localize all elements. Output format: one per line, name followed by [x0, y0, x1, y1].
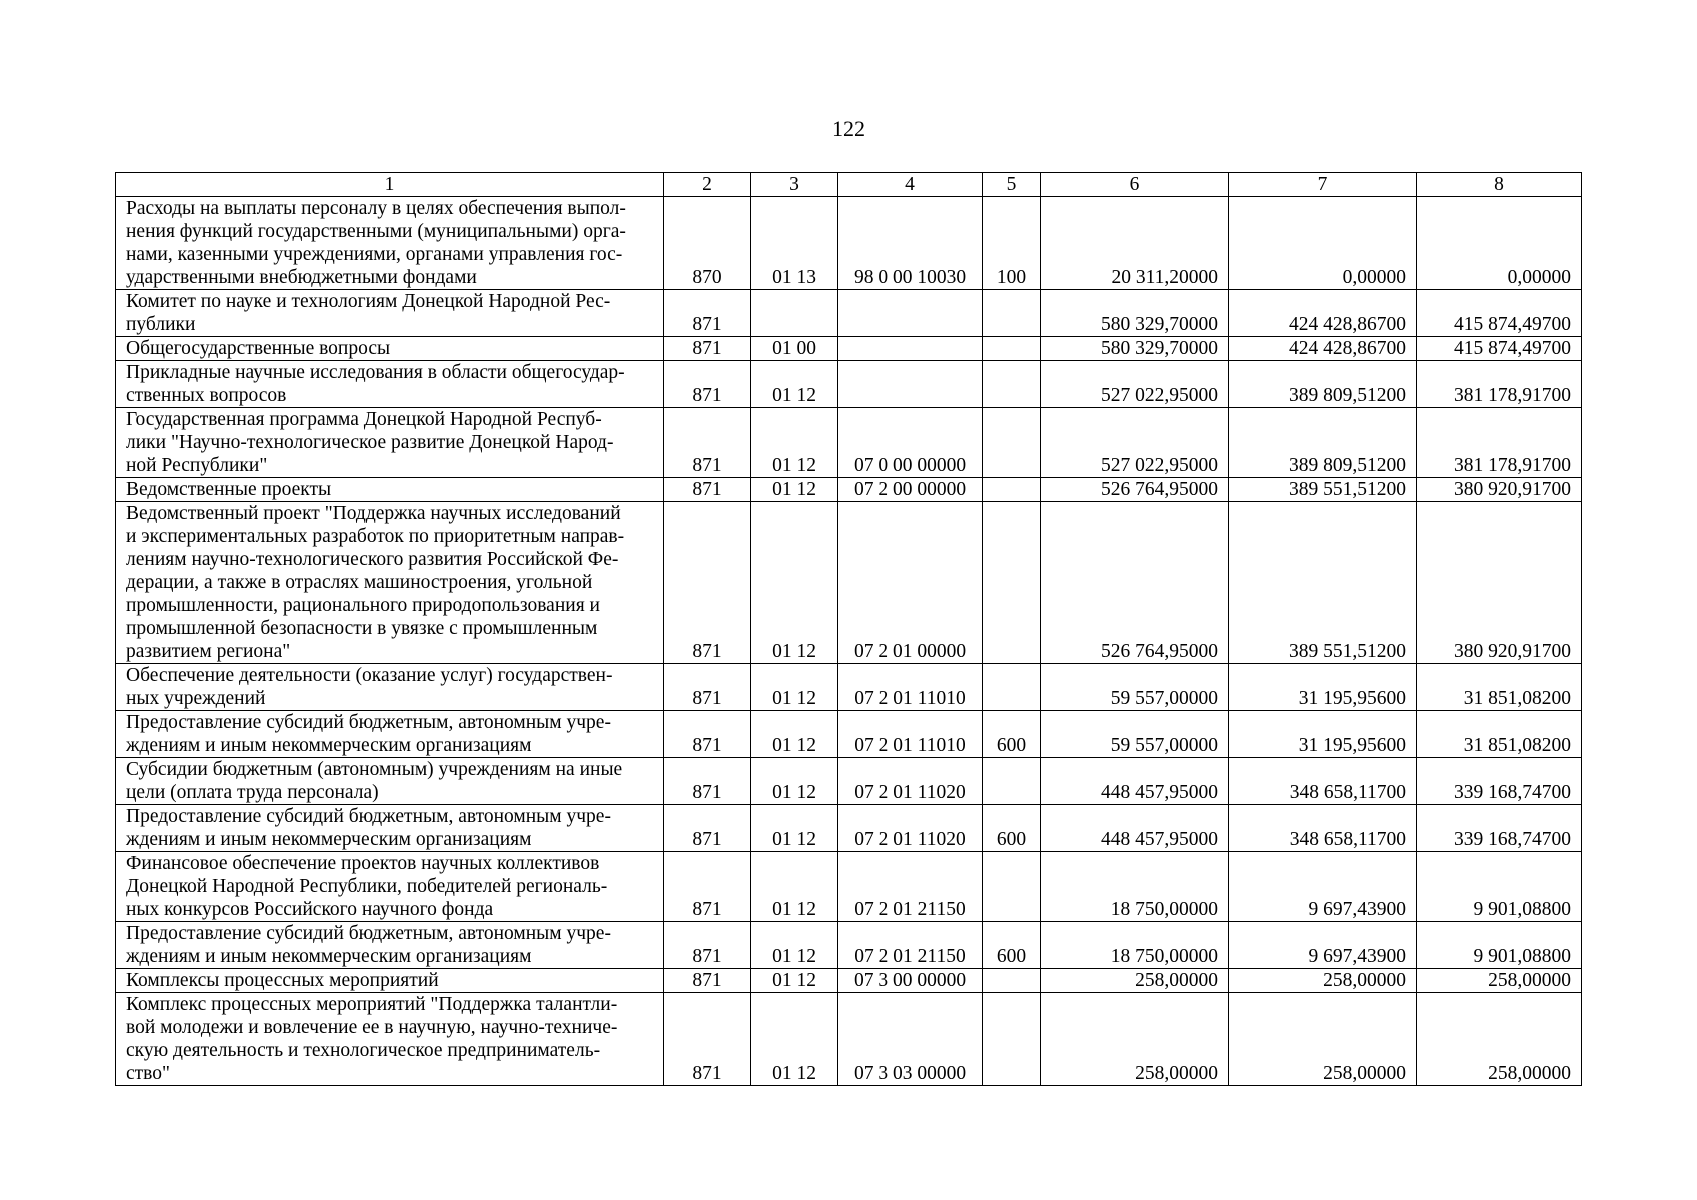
table-row: [116, 664, 1582, 711]
cell-amount-6: 258,00000: [1041, 993, 1229, 1086]
table-row: [116, 290, 1582, 337]
table-row: [116, 852, 1582, 922]
cell-amount-7: 389 551,51200: [1229, 502, 1417, 664]
cell-item-name: [116, 408, 664, 478]
cell-amount-7: 258,00000: [1229, 993, 1417, 1086]
item-name-line: ственных вопросов: [126, 385, 287, 406]
cell-ministry-code: 871: [664, 969, 751, 993]
cell-amount-6: 258,00000: [1041, 969, 1229, 993]
cell-amount-8: 381 178,91700: [1417, 361, 1582, 408]
cell-expense-type: [983, 290, 1041, 337]
item-name-line: Обеспечение деятельности (оказание услуг) государствен-: [126, 665, 613, 686]
item-name-line: ждениям и иным некоммерческим организациям: [126, 946, 532, 967]
item-name-line: дерации, а также в отраслях машиностроения, угольной: [126, 572, 593, 593]
item-name-line: Субсидии бюджетным (автономным) учреждениям на иные: [126, 759, 623, 780]
cell-ministry-code: 871: [664, 408, 751, 478]
table-row: [116, 502, 1582, 664]
cell-target-article: 07 2 01 11010: [838, 664, 983, 711]
cell-amount-8: 415 874,49700: [1417, 290, 1582, 337]
table-row: [116, 993, 1582, 1086]
cell-item-name: [116, 969, 664, 993]
cell-section-code: 01 13: [751, 197, 838, 290]
item-name-line: Комплексы процессных мероприятий: [126, 970, 439, 991]
cell-amount-8: 381 178,91700: [1417, 408, 1582, 478]
cell-amount-7: 0,00000: [1229, 197, 1417, 290]
header-cell-7: 7: [1229, 173, 1417, 197]
cell-target-article: 98 0 00 10030: [838, 197, 983, 290]
item-name-line: скую деятельность и технологическое предприниматель-: [126, 1040, 601, 1061]
cell-amount-6: 18 750,00000: [1041, 922, 1229, 969]
header-cell-1: 1: [116, 173, 664, 197]
item-name-line: Общегосударственные вопросы: [126, 338, 391, 359]
item-name-line: Финансовое обеспечение проектов научных коллективов: [126, 853, 600, 874]
cell-ministry-code: 871: [664, 922, 751, 969]
cell-amount-7: 9 697,43900: [1229, 852, 1417, 922]
header-cell-3: 3: [751, 173, 838, 197]
cell-amount-8: 415 874,49700: [1417, 337, 1582, 361]
cell-target-article: 07 2 01 00000: [838, 502, 983, 664]
cell-target-article: [838, 290, 983, 337]
item-name-line: нами, казенными учреждениями, органами управления гос-: [126, 244, 623, 265]
cell-amount-6: 20 311,20000: [1041, 197, 1229, 290]
cell-section-code: 01 12: [751, 478, 838, 502]
item-name-line: Комплекс процессных мероприятий "Поддержка талантли-: [126, 994, 618, 1015]
item-name-line: Предоставление субсидий бюджетным, автономным учре-: [126, 806, 611, 827]
cell-section-code: 01 12: [751, 758, 838, 805]
cell-amount-7: 424 428,86700: [1229, 337, 1417, 361]
cell-section-code: 01 12: [751, 922, 838, 969]
cell-expense-type: [983, 852, 1041, 922]
cell-amount-6: 580 329,70000: [1041, 337, 1229, 361]
cell-item-name: [116, 664, 664, 711]
cell-amount-8: 258,00000: [1417, 993, 1582, 1086]
cell-expense-type: [983, 478, 1041, 502]
cell-ministry-code: 871: [664, 758, 751, 805]
cell-expense-type: 600: [983, 922, 1041, 969]
cell-expense-type: 600: [983, 711, 1041, 758]
cell-amount-6: 18 750,00000: [1041, 852, 1229, 922]
budget-table: [115, 172, 1582, 1086]
cell-amount-8: 31 851,08200: [1417, 711, 1582, 758]
cell-item-name: [116, 361, 664, 408]
item-name-line: развитием региона": [126, 641, 291, 662]
cell-section-code: 01 12: [751, 361, 838, 408]
cell-expense-type: [983, 664, 1041, 711]
header-cell-8: 8: [1417, 173, 1582, 197]
cell-item-name: [116, 478, 664, 502]
item-name-line: и экспериментальных разработок по приоритетным направ-: [126, 526, 625, 547]
cell-amount-7: 9 697,43900: [1229, 922, 1417, 969]
table-row: [116, 337, 1582, 361]
cell-amount-8: 9 901,08800: [1417, 852, 1582, 922]
cell-item-name: [116, 805, 664, 852]
cell-amount-8: 339 168,74700: [1417, 805, 1582, 852]
item-name-line: нения функций государственными (муниципальными) орга-: [126, 221, 626, 242]
cell-amount-7: 258,00000: [1229, 969, 1417, 993]
table-header-row: [116, 173, 1582, 197]
cell-ministry-code: 871: [664, 664, 751, 711]
table-row: [116, 408, 1582, 478]
item-name-line: Государственная программа Донецкой Народной Респуб-: [126, 409, 602, 430]
cell-amount-6: 526 764,95000: [1041, 502, 1229, 664]
item-name-line: Предоставление субсидий бюджетным, автономным учре-: [126, 712, 611, 733]
cell-amount-6: 59 557,00000: [1041, 711, 1229, 758]
cell-amount-8: 258,00000: [1417, 969, 1582, 993]
cell-amount-7: 348 658,11700: [1229, 805, 1417, 852]
cell-amount-7: 348 658,11700: [1229, 758, 1417, 805]
cell-target-article: [838, 361, 983, 408]
item-name-line: публики: [126, 314, 196, 335]
item-name-line: промышленной безопасности в увязке с промышленным: [126, 618, 598, 639]
cell-amount-6: 59 557,00000: [1041, 664, 1229, 711]
cell-amount-8: 31 851,08200: [1417, 664, 1582, 711]
cell-ministry-code: 871: [664, 993, 751, 1086]
cell-section-code: 01 12: [751, 502, 838, 664]
item-name-line: вой молодежи и вовлечение ее в научную, научно-техниче-: [126, 1017, 618, 1038]
cell-amount-6: 580 329,70000: [1041, 290, 1229, 337]
cell-item-name: [116, 922, 664, 969]
item-name-line: ждениям и иным некоммерческим организациям: [126, 829, 532, 850]
cell-ministry-code: 871: [664, 478, 751, 502]
cell-target-article: 07 2 01 11020: [838, 758, 983, 805]
cell-amount-8: 9 901,08800: [1417, 922, 1582, 969]
table-row: [116, 711, 1582, 758]
cell-amount-6: 527 022,95000: [1041, 408, 1229, 478]
cell-expense-type: [983, 758, 1041, 805]
cell-item-name: [116, 290, 664, 337]
table-body: [116, 173, 1582, 1086]
cell-target-article: 07 2 01 21150: [838, 852, 983, 922]
cell-expense-type: [983, 361, 1041, 408]
cell-ministry-code: 871: [664, 502, 751, 664]
cell-target-article: 07 2 00 00000: [838, 478, 983, 502]
table-row: [116, 478, 1582, 502]
cell-amount-6: 526 764,95000: [1041, 478, 1229, 502]
cell-expense-type: [983, 993, 1041, 1086]
cell-target-article: 07 2 01 11010: [838, 711, 983, 758]
table-row: [116, 805, 1582, 852]
item-name-line: ных конкурсов Российского научного фонда: [126, 899, 494, 920]
cell-amount-8: 380 920,91700: [1417, 478, 1582, 502]
header-cell-2: 2: [664, 173, 751, 197]
cell-amount-8: 339 168,74700: [1417, 758, 1582, 805]
cell-item-name: [116, 758, 664, 805]
cell-expense-type: [983, 502, 1041, 664]
cell-amount-6: 448 457,95000: [1041, 805, 1229, 852]
cell-item-name: [116, 711, 664, 758]
item-name-line: ство": [126, 1063, 170, 1084]
item-name-line: ной Республики": [126, 455, 268, 476]
cell-expense-type: [983, 337, 1041, 361]
table-row: [116, 758, 1582, 805]
cell-amount-7: 389 551,51200: [1229, 478, 1417, 502]
cell-section-code: 01 12: [751, 664, 838, 711]
cell-section-code: 01 12: [751, 805, 838, 852]
item-name-line: Донецкой Народной Республики, победителей региональ-: [126, 876, 608, 897]
item-name-line: промышленности, рационального природопользования и: [126, 595, 600, 616]
item-name-line: Комитет по науке и технологиям Донецкой Народной Рес-: [126, 291, 611, 312]
item-name-line: ударственными внебюджетными фондами: [126, 267, 477, 288]
item-name-line: лениям научно-технологического развития Российской Фе-: [126, 549, 619, 570]
header-cell-4: 4: [838, 173, 983, 197]
cell-ministry-code: 871: [664, 852, 751, 922]
cell-target-article: 07 2 01 21150: [838, 922, 983, 969]
cell-amount-6: 448 457,95000: [1041, 758, 1229, 805]
table-row: [116, 969, 1582, 993]
cell-ministry-code: 871: [664, 337, 751, 361]
cell-amount-7: 389 809,51200: [1229, 361, 1417, 408]
cell-item-name: [116, 337, 664, 361]
header-cell-6: 6: [1041, 173, 1229, 197]
item-name-line: ждениям и иным некоммерческим организациям: [126, 735, 532, 756]
cell-expense-type: 600: [983, 805, 1041, 852]
cell-section-code: 01 12: [751, 993, 838, 1086]
cell-section-code: 01 12: [751, 408, 838, 478]
header-cell-5: 5: [983, 173, 1041, 197]
cell-amount-8: 0,00000: [1417, 197, 1582, 290]
cell-ministry-code: 871: [664, 361, 751, 408]
table-row: [116, 197, 1582, 290]
cell-expense-type: [983, 969, 1041, 993]
cell-ministry-code: 871: [664, 290, 751, 337]
cell-amount-7: 31 195,95600: [1229, 711, 1417, 758]
table-row: [116, 361, 1582, 408]
cell-amount-8: 380 920,91700: [1417, 502, 1582, 664]
cell-expense-type: [983, 408, 1041, 478]
cell-ministry-code: 870: [664, 197, 751, 290]
cell-amount-7: 31 195,95600: [1229, 664, 1417, 711]
item-name-line: Предоставление субсидий бюджетным, автономным учре-: [126, 923, 611, 944]
cell-target-article: [838, 337, 983, 361]
cell-section-code: [751, 290, 838, 337]
item-name-line: Ведомственные проекты: [126, 479, 332, 500]
cell-section-code: 01 00: [751, 337, 838, 361]
cell-section-code: 01 12: [751, 852, 838, 922]
cell-amount-6: 527 022,95000: [1041, 361, 1229, 408]
cell-target-article: 07 0 00 00000: [838, 408, 983, 478]
cell-target-article: 07 2 01 11020: [838, 805, 983, 852]
item-name-line: Прикладные научные исследования в области общегосудар-: [126, 362, 625, 383]
cell-section-code: 01 12: [751, 711, 838, 758]
item-name-line: ных учреждений: [126, 688, 266, 709]
cell-expense-type: 100: [983, 197, 1041, 290]
cell-target-article: 07 3 00 00000: [838, 969, 983, 993]
table-row: [116, 922, 1582, 969]
item-name-line: Ведомственный проект "Поддержка научных исследований: [126, 503, 621, 524]
item-name-line: лики "Научно-технологическое развитие Донецкой Народ-: [126, 432, 614, 453]
cell-ministry-code: 871: [664, 805, 751, 852]
cell-item-name: [116, 502, 664, 664]
cell-amount-7: 424 428,86700: [1229, 290, 1417, 337]
item-name-line: Расходы на выплаты персоналу в целях обеспечения выпол-: [126, 198, 626, 219]
cell-amount-7: 389 809,51200: [1229, 408, 1417, 478]
cell-ministry-code: 871: [664, 711, 751, 758]
cell-section-code: 01 12: [751, 969, 838, 993]
item-name-line: цели (оплата труда персонала): [126, 782, 379, 803]
cell-item-name: [116, 197, 664, 290]
cell-target-article: 07 3 03 00000: [838, 993, 983, 1086]
cell-item-name: [116, 852, 664, 922]
page-number: 122: [832, 116, 865, 141]
cell-item-name: [116, 993, 664, 1086]
